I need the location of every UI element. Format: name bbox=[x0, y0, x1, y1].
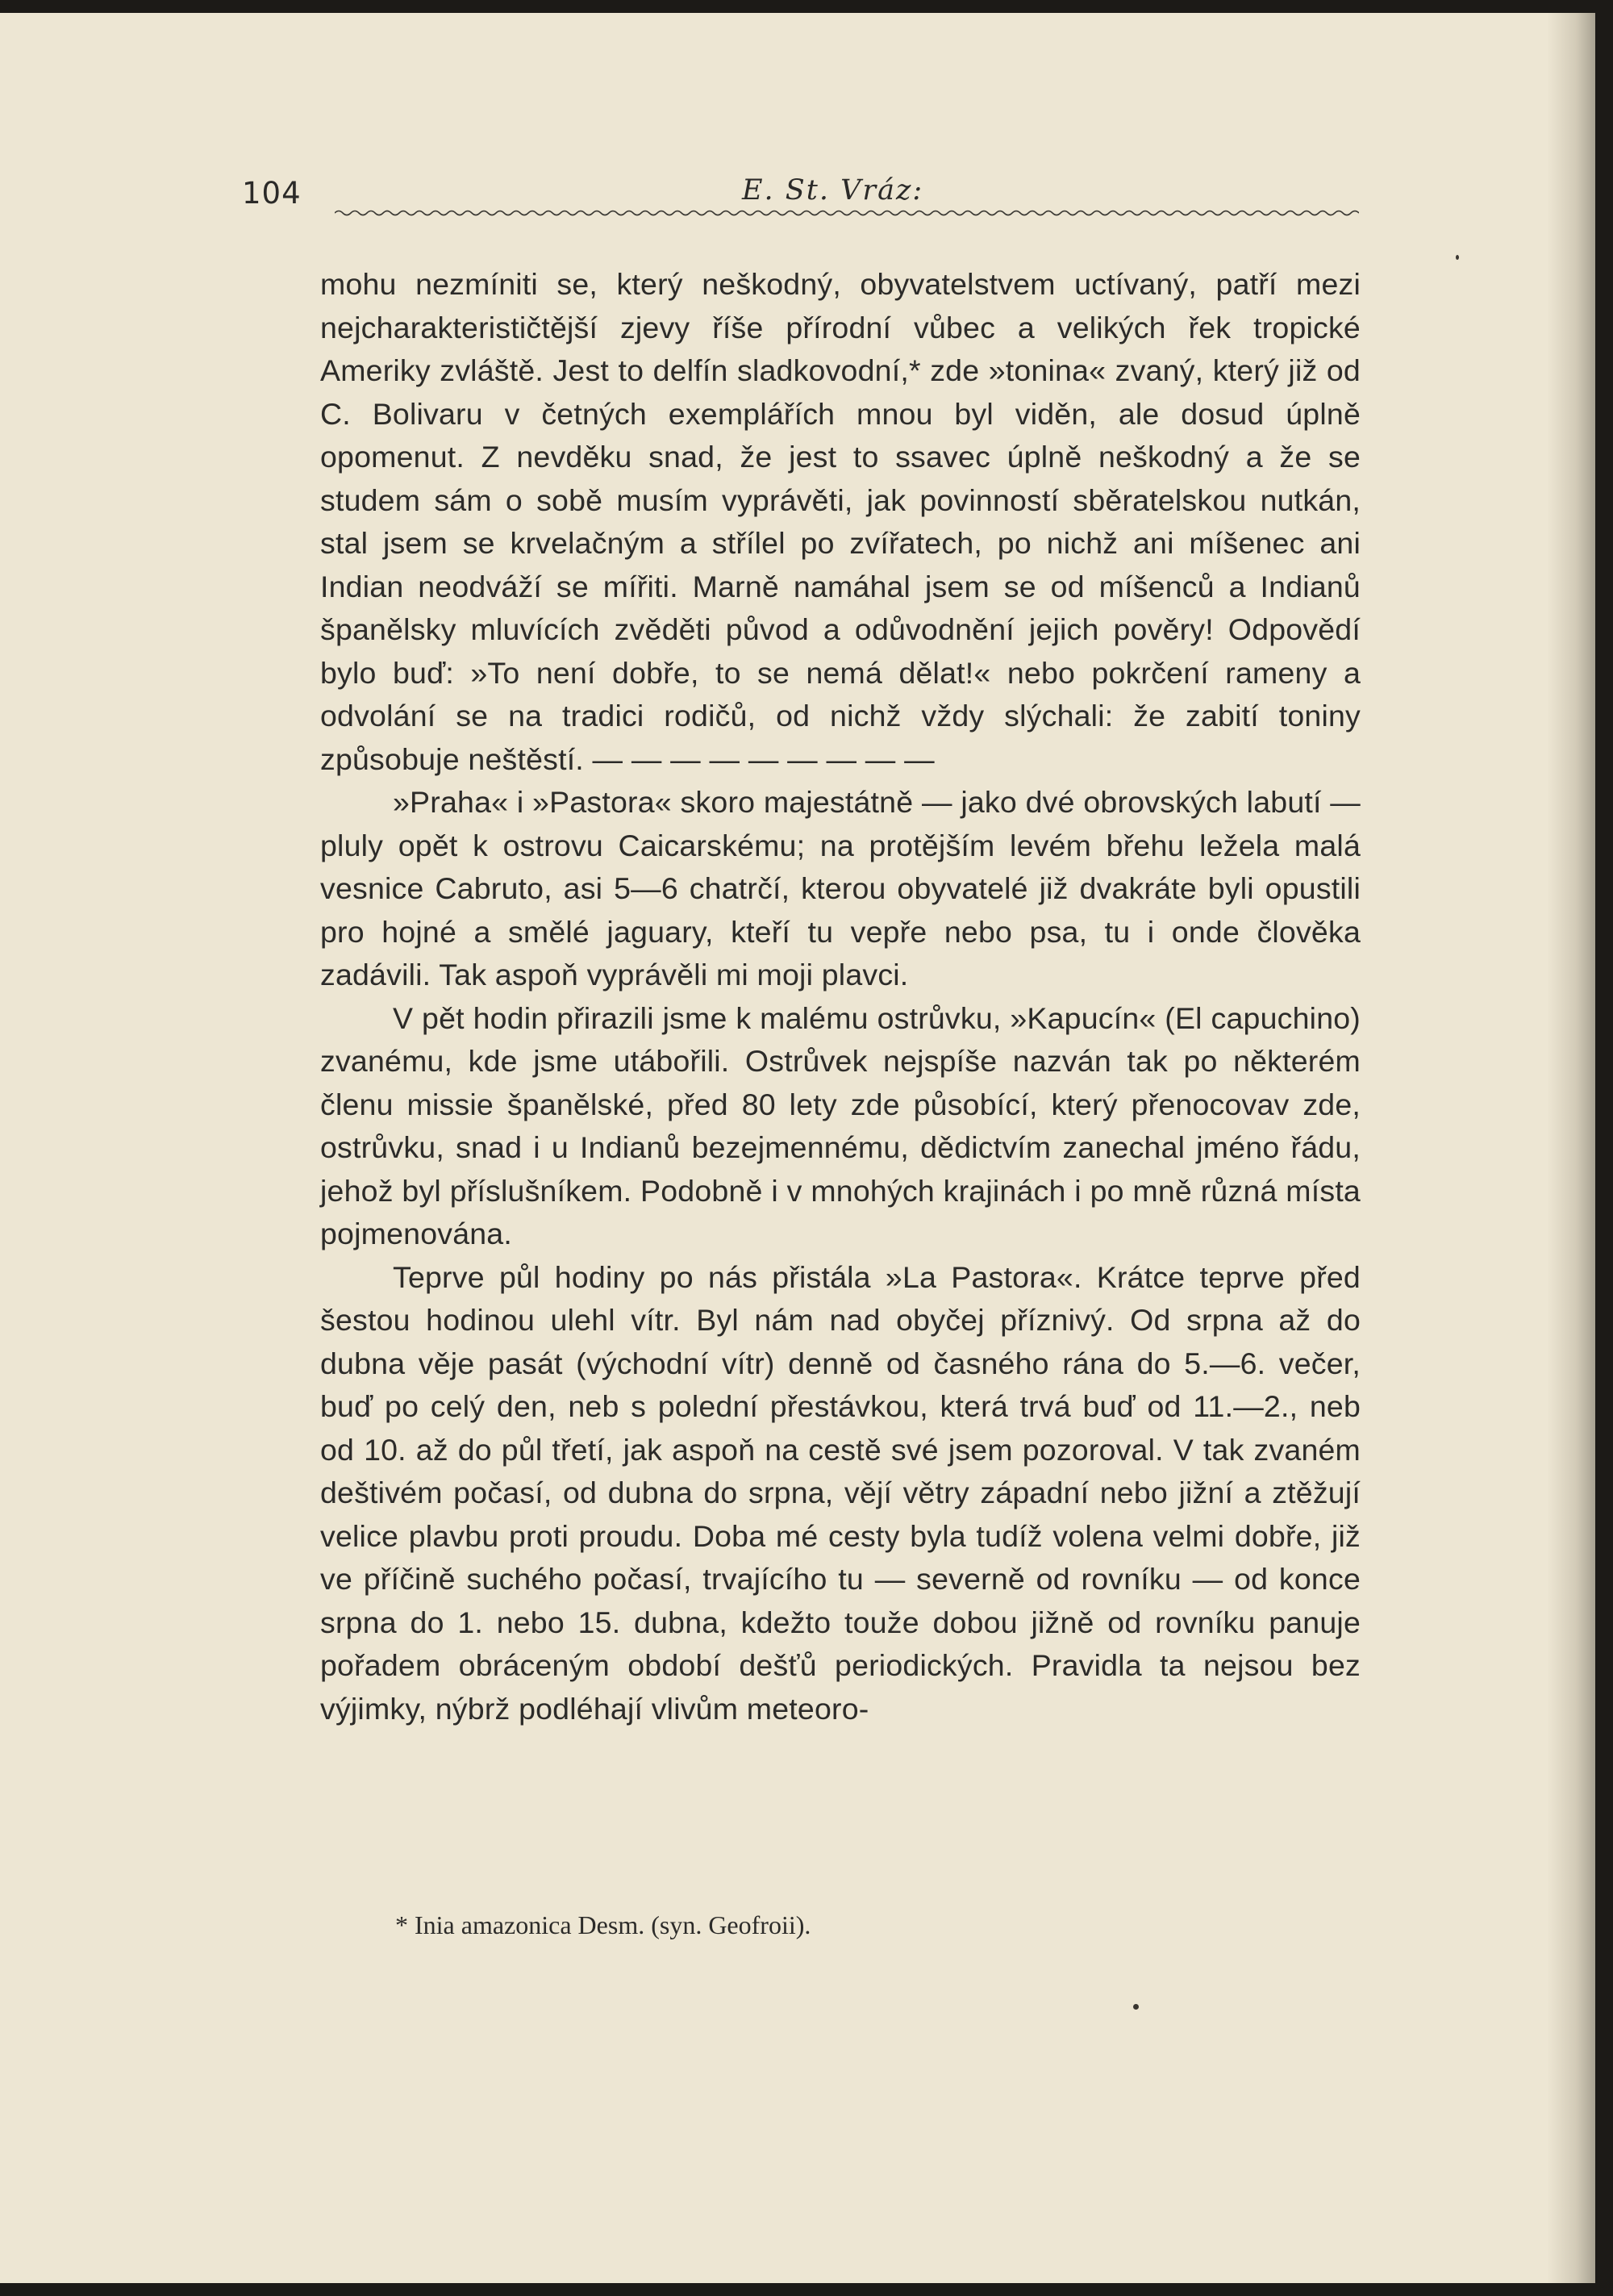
page-header bbox=[242, 166, 1363, 215]
book-page bbox=[0, 13, 1595, 2283]
page-number: 104 bbox=[242, 176, 302, 211]
paragraph: Teprve půl hodiny po nás přistála »La Pastora«. Krátce teprve před šestou hodinou ulehl vítr. Byl nám nad obyčej příznivý. Od srpna až do dubna věje pasát (východní vítr) denně od časného rána do 5.—6. večer, buď po celý den, neb s polední přestávkou, která trvá buď od 11.—2., neb od 10. až do půl třetí, jak aspoň na cestě své jsem pozoroval. V tak zvaném deštivém počasí, od dubna do srpna, vějí větry západní nebo jižní a ztěžují velice plavbu proti proudu. Doba mé cesty byla tudíž volena velmi dobře, již ve příčině suchého počasí, trvajícího tu — severně od rovníku — od konce srpna do 1. nebo 15. dubna, kdežto touže dobou jižně od rovníku panuje pořadem obráceným období dešťů periodických. Pravidla ta nejsou bez výjimky, nýbrž podléhají vlivům meteoro- bbox=[320, 1259, 1361, 1726]
paragraph: »Praha« i »Pastora« skoro majestátně — jako dvé obrovských labutí — pluly opět k ostrovu Caicarskému; na protějším levém břehu ležela malá vesnice Cabruto, asi 5—6 chatrčí, kterou obyvatelé již dvakráte byli opustili pro hojné a smělé jaguary, kteří tu vepře nebo psa, tu i onde člověka zadávili. Tak aspoň vyprávěli mi moji plavci. bbox=[320, 785, 1361, 991]
wavy-header-rule bbox=[335, 208, 1359, 218]
running-head: E. St. Vráz: bbox=[742, 174, 924, 207]
body-text bbox=[320, 263, 1361, 1730]
page-edge-shadow bbox=[1547, 13, 1595, 2283]
footnote: * Inia amazonica Desm. (syn. Geofroii). bbox=[395, 1910, 811, 1939]
paragraph: V pět hodin přirazili jsme k malému ostrůvku, »Kapucín« (El capuchino) zvanému, kde jsme utábořili. Ostrůvek nejspíše nazván tak po některém členu missie španělské, před 80 lety zde působící, který přenocovav zde, ostrůvku, snad i u Indianů bezejmennému, dědictvím zanechal jméno řádu, jehož byl příslušníkem. Podobně i v mnohých krajinách i po mně různá místa pojmenována. bbox=[320, 1000, 1361, 1250]
paragraph: mohu nezmíniti se, který neškodný, obyvatelstvem uctívaný, patří mezi nejcharakterističtější zjevy říše přírodní vůbec a velikých řek tropické Ameriky zvláště. Jest to delfín sladkovodní,* zde »tonina« zvaný, který již od C. Bolivaru v četných exemplářích mnou byl viděn, ale dosud úplně opomenut. Z nevděku snad, že jest to ssavec úplně neškodný a že se studem sám o sobě musím vyprávěti, jak povinností sběratelskou nutkán, stal jsem se krvelačným a střílel po zvířatech, po nichž ani míšenec ani Indian neodváží se mířiti. Marně namáhal jsem se od míšenců a Indianů španělsky mluvících zvěděti původ a odůvodnění jejich pověry! Odpovědí bylo buď: »To není dobře, to se nemá dělat!« nebo pokrčení rameny a odvolání se na tradici rodičů, od nichž vždy slýchali: že zabití toniny způsobuje neštěstí. — — — — — — — — — bbox=[320, 267, 1361, 776]
ink-speck bbox=[1456, 255, 1459, 260]
ink-speck bbox=[1133, 2004, 1139, 2010]
